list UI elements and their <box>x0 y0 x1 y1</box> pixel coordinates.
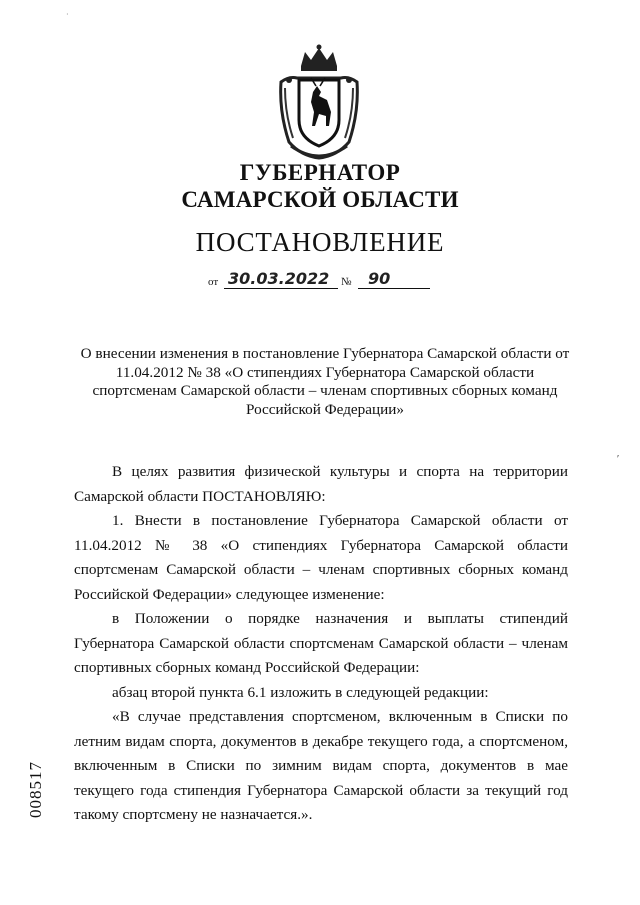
issuer-region: САМАРСКОЙ ОБЛАСТИ <box>181 187 459 212</box>
document-subject: О внесении изменения в постановление Губернатора Самарской области от 11.04.2012 № 38 «О стипендиях Губернатора Самарской области спортсменам Самарской области – членам спортивных сборных команд Российской Федерации» <box>80 345 570 418</box>
number-underline <box>358 288 430 289</box>
date-number-line <box>208 271 438 291</box>
margin-registration-number: 008517 <box>26 761 45 818</box>
date-underline <box>224 288 338 289</box>
document-type: ПОСТАНОВЛЕНИЕ <box>195 227 445 257</box>
body-paragraph: В целях развития физической культуры и спорта на территории Самарской области ПОСТАНОВЛЯЮ: <box>74 463 568 505</box>
scan-speck: · <box>66 10 69 19</box>
body-paragraph: в Положении о порядке назначения и выплаты стипендий Губернатора Самарской области спортсменам Самарской области – членам спортивных сборных команд Российской Федерации: <box>74 610 568 676</box>
body-paragraph: 1. Внести в постановление Губернатора Самарской области от 11.04.2012 № 38 «О стипендиях Губернатора Самарской области спортсменам Самарской области – членам спортивных сборных команд Российской Федерации» следующее изменение: <box>74 512 568 603</box>
issuer-title: ГУБЕРНАТОР <box>239 160 401 185</box>
body-paragraph: «В случае представления спортсменом, включенным в Списки по летним видам спорта, документов в декабре текущего года, а спортсменом, включенным в Списки по зимним видам спорта, документов в мае текущего года стипендия Губернатора Самарской области за текущий год такому спортсмену не назначается.». <box>74 708 568 823</box>
date-prefix: от <box>208 276 219 288</box>
number-label: № <box>341 276 352 288</box>
document-number: 90 <box>368 269 391 288</box>
scan-mark: ʹ <box>617 454 620 465</box>
body-paragraph: абзац второй пункта 6.1 изложить в следующей редакции: <box>112 683 489 701</box>
document-body <box>74 460 568 828</box>
document-date: 30.03.2022 <box>228 269 330 288</box>
samara-coat-of-arms-icon <box>271 42 367 162</box>
